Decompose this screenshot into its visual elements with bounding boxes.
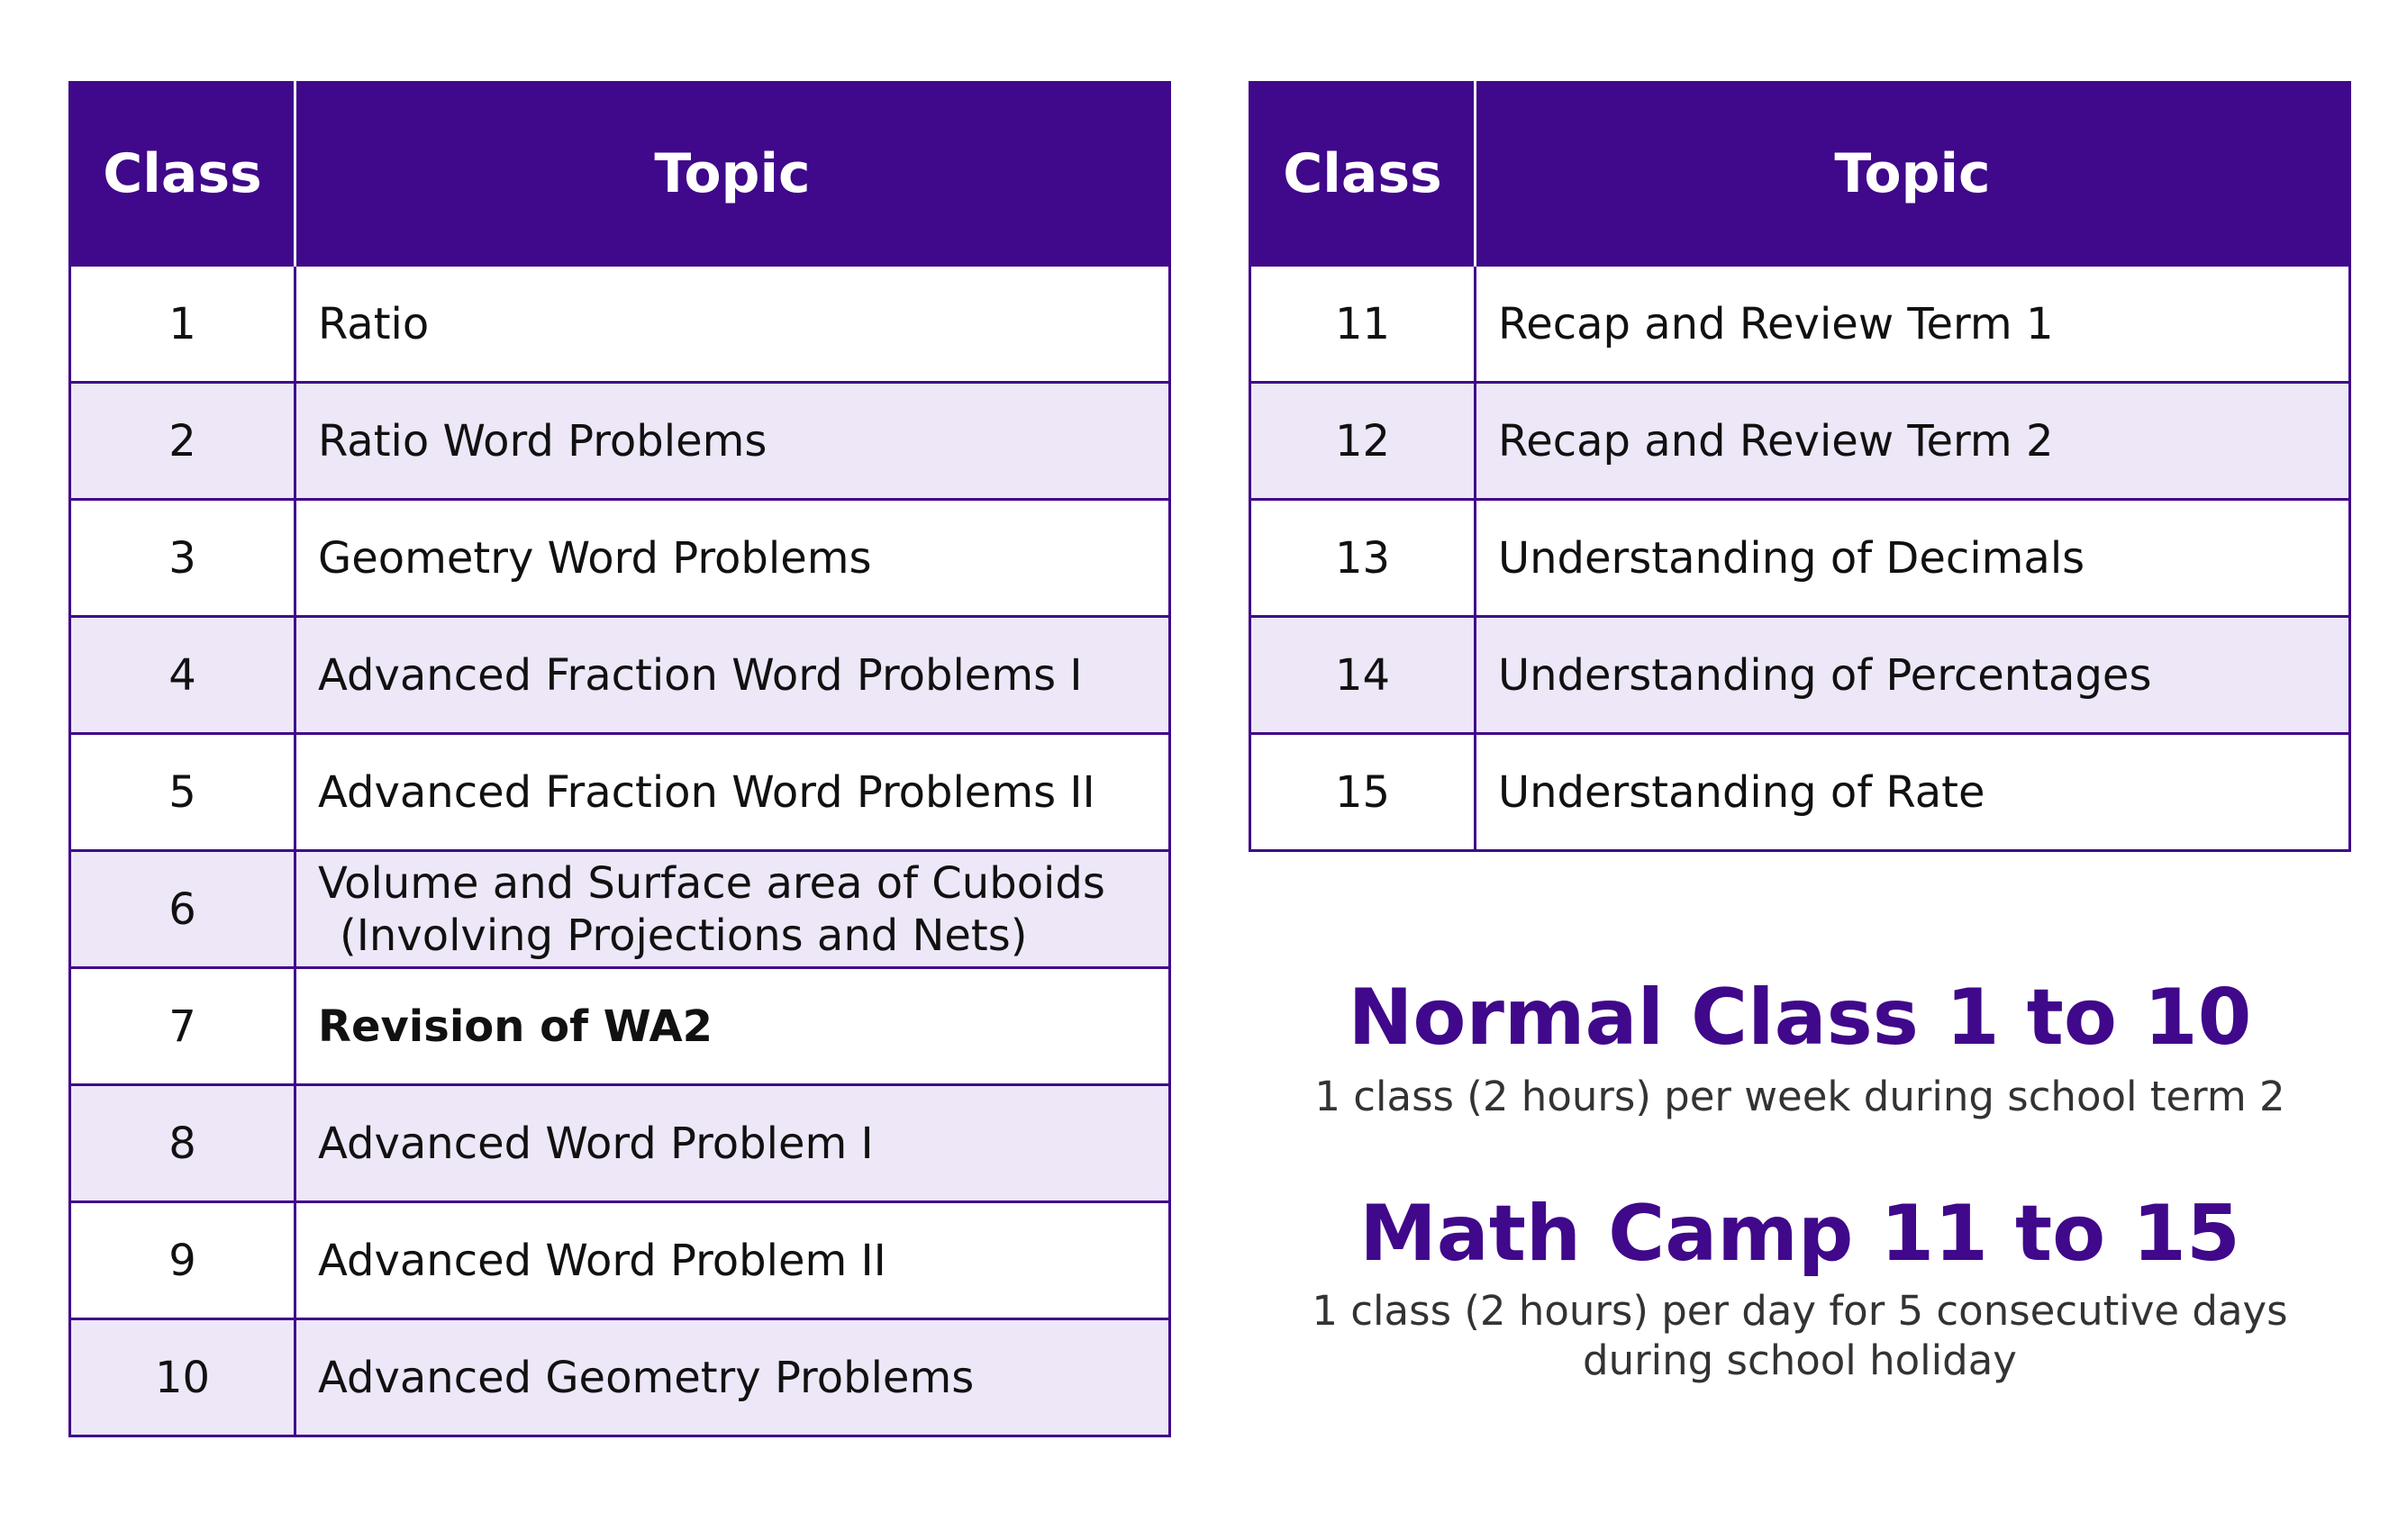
topic-line-2: (Involving Projections and Nets) <box>340 910 1028 961</box>
table-row <box>70 383 1170 500</box>
table-row <box>1250 734 2350 851</box>
topic-cell: Advanced Fraction Word Problems II <box>295 734 1170 851</box>
class-number: 1 <box>70 266 295 383</box>
schedule-table-left <box>68 81 1171 1437</box>
math-camp-description-line-2: during school holiday <box>1583 1336 2017 1384</box>
topic-cell: Recap and Review Term 1 <box>1476 266 2350 383</box>
topic-cell: Geometry Word Problems <box>295 500 1170 617</box>
class-number: 4 <box>70 617 295 734</box>
table-row <box>1250 383 2350 500</box>
class-number: 14 <box>1250 617 1476 734</box>
class-number: 7 <box>70 968 295 1085</box>
table-row <box>70 617 1170 734</box>
table-row <box>70 734 1170 851</box>
topic-cell: Ratio <box>295 266 1170 383</box>
topic-cell: Understanding of Percentages <box>1476 617 2350 734</box>
class-number: 12 <box>1250 383 1476 500</box>
table-row <box>70 266 1170 383</box>
table-row <box>70 968 1170 1085</box>
class-number: 13 <box>1250 500 1476 617</box>
table-row <box>1250 500 2350 617</box>
topic-cell: Advanced Geometry Problems <box>295 1319 1170 1436</box>
class-number: 6 <box>70 851 295 968</box>
table-row <box>70 851 1170 968</box>
table-row <box>1250 617 2350 734</box>
table-row <box>70 1202 1170 1319</box>
table-row <box>1250 266 2350 383</box>
table-row <box>70 1319 1170 1436</box>
normal-class-info <box>1249 973 2351 1121</box>
class-number: 10 <box>70 1319 295 1436</box>
topic-line-1: Volume and Surface area of Cuboids <box>318 857 1105 909</box>
class-number: 2 <box>70 383 295 500</box>
topic-cell: Revision of WA2 <box>295 968 1170 1085</box>
class-number: 9 <box>70 1202 295 1319</box>
class-number: 5 <box>70 734 295 851</box>
math-camp-description-line-1: 1 class (2 hours) per day for 5 consecutive days <box>1312 1287 2288 1335</box>
class-number: 8 <box>70 1085 295 1202</box>
class-number: 15 <box>1250 734 1476 851</box>
topic-column-header: Topic <box>295 83 1170 266</box>
topic-cell: Recap and Review Term 2 <box>1476 383 2350 500</box>
math-camp-info <box>1249 1189 2351 1385</box>
math-camp-title: Math Camp 11 to 15 <box>1359 1189 2240 1279</box>
class-column-header: Class <box>70 83 295 266</box>
class-number: 11 <box>1250 266 1476 383</box>
table-row <box>70 1085 1170 1202</box>
topic-cell: Ratio Word Problems <box>295 383 1170 500</box>
topic-column-header: Topic <box>1476 83 2350 266</box>
topic-cell: Advanced Word Problem II <box>295 1202 1170 1319</box>
table-row <box>70 500 1170 617</box>
normal-class-title: Normal Class 1 to 10 <box>1348 973 2252 1063</box>
class-column-header: Class <box>1250 83 1476 266</box>
topic-cell: Advanced Fraction Word Problems I <box>295 617 1170 734</box>
table-header-row <box>70 83 1170 266</box>
topic-cell: Advanced Word Problem I <box>295 1085 1170 1202</box>
table-header-row <box>1250 83 2350 266</box>
class-number: 3 <box>70 500 295 617</box>
topic-cell <box>295 851 1170 968</box>
math-camp-description <box>1249 1286 2351 1385</box>
normal-class-description: 1 class (2 hours) per week during school term 2 <box>1314 1073 2285 1120</box>
topic-cell: Understanding of Rate <box>1476 734 2350 851</box>
schedule-table-right <box>1249 81 2351 852</box>
topic-cell: Understanding of Decimals <box>1476 500 2350 617</box>
